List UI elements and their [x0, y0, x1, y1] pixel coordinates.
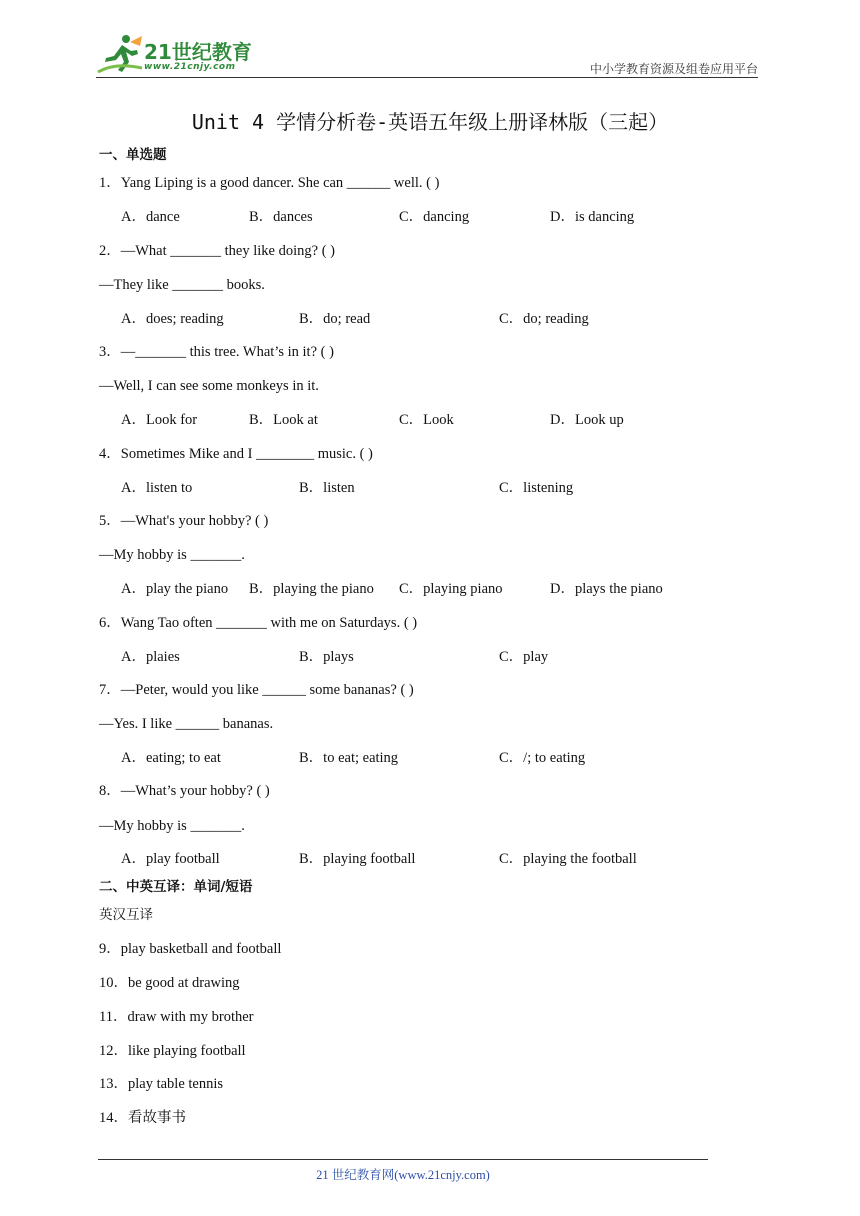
option-b: B．plays — [299, 649, 354, 665]
section-heading: 一、单选题 — [99, 147, 167, 163]
list-item: 13．play table tennis — [99, 1076, 224, 1092]
option-a: A．does; reading — [121, 311, 224, 327]
question-stem: 8．—What’s your hobby? ( ) — [99, 783, 270, 799]
runner-icon — [96, 32, 144, 76]
question-stem: 5．—What's your hobby? ( ) — [99, 513, 269, 529]
option-d: D．is dancing — [550, 209, 635, 225]
section-heading: 二、中英互译：单词/短语 — [99, 879, 253, 895]
question-stem: 7．—Peter, would you like ______ some bananas? ( ) — [99, 682, 414, 698]
option-c: C．playing piano — [399, 581, 503, 597]
list-item: 14．看故事书 — [99, 1110, 186, 1126]
option-a: A．plaies — [121, 649, 180, 665]
option-b: B．Look at — [249, 412, 318, 428]
option-c: C．/; to eating — [499, 750, 586, 766]
question-stem: 1．Yang Liping is a good dancer. She can ______ well. ( ) — [99, 175, 440, 191]
option-c: C．dancing — [399, 209, 470, 225]
option-b: B．do; read — [299, 311, 371, 327]
platform-name: 中小学教育资源及组卷应用平台 — [589, 62, 758, 76]
option-a: A．Look for — [121, 412, 198, 428]
option-b: B．playing the piano — [249, 581, 374, 597]
question-stem: 2．—What _______ they like doing? ( ) — [99, 243, 335, 259]
list-item: 11．draw with my brother — [99, 1009, 254, 1025]
list-item: 10．be good at drawing — [99, 975, 240, 991]
option-b: B．to eat; eating — [299, 750, 399, 766]
option-d: D．plays the piano — [550, 581, 663, 597]
option-c: C．play — [499, 649, 549, 665]
option-a: A．dance — [121, 209, 180, 225]
logo — [96, 32, 266, 76]
option-a: A．play the piano — [121, 581, 229, 597]
question-stem: 4．Sometimes Mike and I ________ music. ( ) — [99, 446, 373, 462]
option-c: C．listening — [499, 480, 574, 496]
question-stem: —My hobby is _______. — [99, 818, 245, 834]
page-header — [96, 30, 758, 78]
question-stem: —They like _______ books. — [99, 277, 265, 293]
header-divider — [96, 77, 758, 78]
option-b: B．listen — [299, 480, 355, 496]
option-d: D．Look up — [550, 412, 624, 428]
sub-heading: 英汉互译 — [99, 907, 153, 923]
page-title: Unit 4 学情分析卷-英语五年级上册译林版（三起） — [191, 110, 669, 134]
option-c: C．Look — [399, 412, 454, 428]
question-stem: 3．—_______ this tree. What’s in it? ( ) — [99, 344, 334, 360]
question-stem: 6．Wang Tao often _______ with me on Saturdays. ( ) — [99, 615, 418, 631]
option-a: A．listen to — [121, 480, 193, 496]
list-item: 12．like playing football — [99, 1043, 246, 1059]
footer-divider — [98, 1159, 708, 1160]
logo-url: www.21cnjy.com — [144, 62, 236, 72]
option-b: B．playing football — [299, 851, 416, 867]
option-a: A．play football — [121, 851, 220, 867]
option-c: C．playing the football — [499, 851, 637, 867]
question-stem: —Yes. I like ______ bananas. — [99, 716, 274, 732]
footer-link[interactable]: 21 世纪教育网(www.21cnjy.com) — [316, 1168, 490, 1182]
question-stem: —My hobby is _______. — [99, 547, 245, 563]
option-c: C．do; reading — [499, 311, 589, 327]
list-item: 9．play basketball and football — [99, 941, 282, 957]
option-b: B．dances — [249, 209, 313, 225]
question-stem: —Well, I can see some monkeys in it. — [99, 378, 319, 394]
option-a: A．eating; to eat — [121, 750, 221, 766]
logo-text: 21世纪教育 — [144, 40, 252, 64]
